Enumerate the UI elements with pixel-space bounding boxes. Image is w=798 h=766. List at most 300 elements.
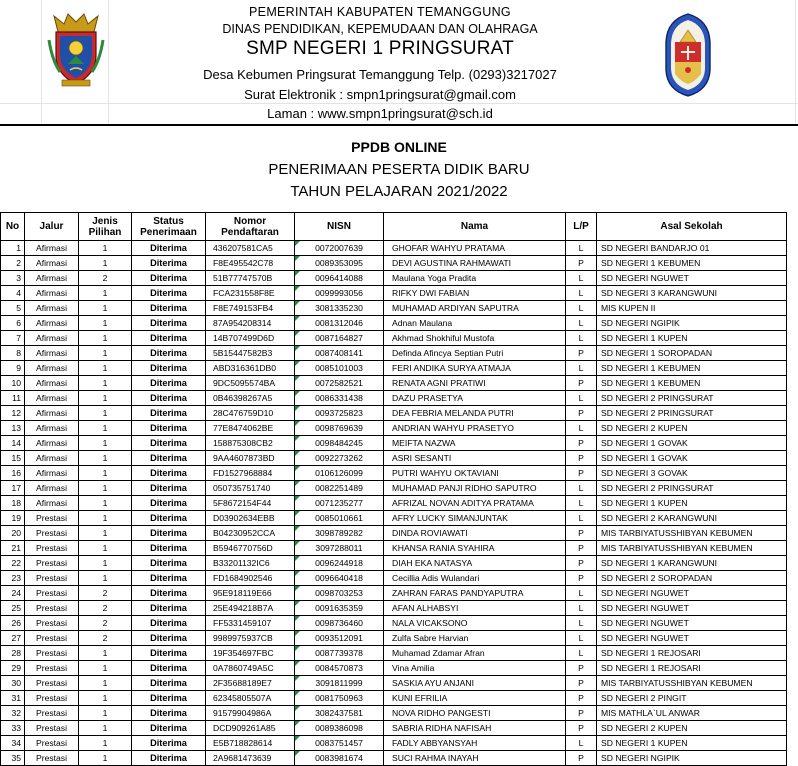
jalur-cell-text: Prestasi [35, 633, 68, 643]
nisn-cell [295, 286, 384, 301]
jenis-pilihan-cell [79, 616, 132, 631]
jalur-cell-text: Prestasi [35, 513, 68, 523]
status-cell-text: Diterima [150, 648, 187, 658]
jenis-pilihan-cell-text: 1 [102, 318, 108, 328]
asal-sekolah-cell-text: MIS MATHLA`UL ANWAR [601, 708, 700, 718]
document-title: PPDB ONLINE [351, 139, 447, 155]
lp-cell-text: P [578, 663, 584, 673]
table-row [1, 361, 787, 376]
jenis-pilihan-cell-text: 1 [102, 408, 108, 418]
nisn-cell-text: 0087164827 [315, 333, 363, 343]
jalur-cell-text: Prestasi [35, 648, 68, 658]
status-cell [132, 736, 206, 751]
row-number [1, 526, 25, 541]
lp-cell [566, 676, 597, 691]
nisn-cell [295, 271, 384, 286]
text-number-marker-icon [295, 601, 300, 606]
text-number-marker-icon [295, 406, 300, 411]
nisn-cell [295, 256, 384, 271]
nama-cell [384, 391, 566, 406]
status-cell-text: Diterima [150, 543, 187, 553]
table-row [1, 661, 787, 676]
nomor-pendaftaran-cell-text: 87A954208314 [213, 318, 272, 328]
status-cell [132, 361, 206, 376]
row-number [1, 721, 25, 736]
status-cell [132, 541, 206, 556]
nama-cell [384, 361, 566, 376]
nisn-cell-text: 0098769639 [315, 423, 363, 433]
jenis-pilihan-cell [79, 301, 132, 316]
jenis-pilihan-cell-text: 1 [102, 498, 108, 508]
text-number-marker-icon [295, 646, 300, 651]
asal-sekolah-cell-text: SD NEGERI 1 KUPEN [601, 498, 688, 508]
jalur-cell [25, 286, 79, 301]
jenis-pilihan-cell-text: 1 [102, 723, 108, 733]
lp-cell-text: P [578, 678, 584, 688]
jalur-cell-text: Afirmasi [35, 303, 68, 313]
asal-sekolah-cell-text: SD NEGERI 1 KEBUMEN [601, 258, 701, 268]
jalur-cell [25, 436, 79, 451]
nama-cell-text: Zulfa Sabre Harvian [392, 633, 469, 643]
nisn-cell [295, 301, 384, 316]
text-number-marker-icon [295, 241, 300, 246]
table-row [1, 526, 787, 541]
row-number-text: 33 [11, 723, 21, 733]
status-cell-text: Diterima [150, 273, 187, 283]
nomor-pendaftaran-cell-text: B33201132IC6 [213, 558, 270, 568]
lp-cell-text: L [578, 423, 584, 433]
header-jenis-pilihan: Jenis Pilihan [79, 213, 132, 241]
academic-year: TAHUN PELAJARAN 2021/2022 [290, 183, 508, 200]
status-cell [132, 571, 206, 586]
lp-cell [566, 541, 597, 556]
nama-cell [384, 526, 566, 541]
table-row [1, 316, 787, 331]
nama-cell [384, 736, 566, 751]
row-number-text: 18 [11, 498, 21, 508]
jalur-cell-text: Prestasi [35, 543, 68, 553]
row-number-text: 34 [11, 738, 21, 748]
nisn-cell-text: 0081312046 [315, 318, 363, 328]
nomor-pendaftaran-cell-text: 158875308CB2 [213, 438, 273, 448]
status-cell-text: Diterima [150, 633, 187, 643]
jenis-pilihan-cell-text: 1 [102, 423, 108, 433]
text-number-marker-icon [295, 496, 300, 501]
row-number-text: 9 [16, 363, 21, 373]
row-number-text: 7 [16, 333, 21, 343]
nomor-pendaftaran-cell [206, 301, 295, 316]
jalur-cell [25, 256, 79, 271]
status-cell [132, 301, 206, 316]
nama-cell [384, 586, 566, 601]
asal-sekolah-cell [597, 571, 787, 586]
jalur-cell [25, 661, 79, 676]
row-number [1, 346, 25, 361]
jalur-cell [25, 391, 79, 406]
jenis-pilihan-cell [79, 241, 132, 256]
asal-sekolah-cell-text: SD NEGERI NGIPIK [601, 318, 680, 328]
nisn-cell-text: 0081750963 [315, 693, 363, 703]
lp-cell [566, 511, 597, 526]
asal-sekolah-cell [597, 691, 787, 706]
status-cell-text: Diterima [150, 303, 187, 313]
nisn-cell-text: 0106126099 [315, 468, 363, 478]
row-number-text: 28 [11, 648, 21, 658]
lp-cell-text: L [578, 738, 584, 748]
row-number [1, 361, 25, 376]
nama-cell [384, 436, 566, 451]
row-number-text: 3 [16, 273, 21, 283]
jenis-pilihan-cell-text: 1 [102, 333, 108, 343]
status-cell [132, 481, 206, 496]
text-number-marker-icon [295, 271, 300, 276]
nisn-cell-text: 0098736460 [315, 618, 363, 628]
jenis-pilihan-cell [79, 451, 132, 466]
status-cell [132, 466, 206, 481]
nomor-pendaftaran-cell [206, 736, 295, 751]
nomor-pendaftaran-cell [206, 331, 295, 346]
table-body [1, 241, 787, 766]
jenis-pilihan-cell-text: 2 [102, 603, 108, 613]
nomor-pendaftaran-cell-text: 5B15447582B3 [213, 348, 273, 358]
jalur-cell [25, 466, 79, 481]
row-number [1, 586, 25, 601]
lp-cell-text: L [578, 618, 584, 628]
jenis-pilihan-cell-text: 1 [102, 378, 108, 388]
header-jalur: Jalur [25, 213, 79, 241]
table-row [1, 646, 787, 661]
jalur-cell-text: Afirmasi [35, 408, 68, 418]
row-number [1, 331, 25, 346]
nisn-cell-text: 0096640418 [315, 573, 363, 583]
row-number [1, 481, 25, 496]
lp-cell [566, 271, 597, 286]
jenis-pilihan-cell [79, 436, 132, 451]
asal-sekolah-cell-text: SD NEGERI 3 KARANGWUNI [601, 288, 718, 298]
asal-sekolah-cell [597, 256, 787, 271]
nama-cell [384, 466, 566, 481]
nomor-pendaftaran-cell-text: DCD909261A85 [213, 723, 276, 733]
jalur-cell-text: Prestasi [35, 753, 68, 763]
text-number-marker-icon [295, 541, 300, 546]
asal-sekolah-cell [597, 556, 787, 571]
text-number-marker-icon [295, 316, 300, 321]
nama-cell [384, 661, 566, 676]
nama-cell-text: SUCI RAHMA INAYAH [392, 753, 479, 763]
jenis-pilihan-cell [79, 706, 132, 721]
lp-cell [566, 376, 597, 391]
asal-sekolah-cell-text: SD NEGERI 2 KARANGWUNI [601, 513, 718, 523]
jenis-pilihan-cell [79, 631, 132, 646]
nama-cell-text: Maulana Yoga Pradita [392, 273, 477, 283]
jenis-pilihan-cell [79, 406, 132, 421]
asal-sekolah-cell-text: SD NEGERI 1 KUPEN [601, 333, 688, 343]
jalur-cell [25, 571, 79, 586]
lp-cell-text: L [578, 498, 584, 508]
status-cell-text: Diterima [150, 693, 187, 703]
jenis-pilihan-cell [79, 586, 132, 601]
nisn-cell [295, 496, 384, 511]
row-number-text: 27 [11, 633, 21, 643]
lp-cell [566, 346, 597, 361]
row-number-text: 1 [16, 243, 21, 253]
lp-cell-text: P [578, 453, 584, 463]
row-number [1, 676, 25, 691]
header-asal-sekolah: Asal Sekolah [597, 213, 787, 241]
table-row [1, 466, 787, 481]
asal-sekolah-cell [597, 241, 787, 256]
lp-cell-text: P [578, 408, 584, 418]
row-number [1, 646, 25, 661]
row-number-text: 20 [11, 528, 21, 538]
table-header-row [1, 213, 787, 241]
status-cell [132, 286, 206, 301]
nisn-cell [295, 691, 384, 706]
asal-sekolah-cell-text: SD NEGERI NGUWET [601, 618, 689, 628]
text-number-marker-icon [295, 616, 300, 621]
lp-cell [566, 406, 597, 421]
nama-cell-text: AFRY LUCKY SIMANJUNTAK [392, 513, 508, 523]
nomor-pendaftaran-cell-text: B04230952CCA [213, 528, 276, 538]
nomor-pendaftaran-cell [206, 391, 295, 406]
lp-cell-text: L [578, 603, 584, 613]
table-row [1, 676, 787, 691]
row-number-text: 13 [11, 423, 21, 433]
lp-cell [566, 466, 597, 481]
nisn-cell-text: 3081335230 [315, 303, 363, 313]
lp-cell [566, 496, 597, 511]
table-row [1, 571, 787, 586]
grid-line [0, 103, 798, 104]
status-cell-text: Diterima [150, 333, 187, 343]
status-cell [132, 751, 206, 766]
nisn-cell-text: 0098484245 [315, 438, 363, 448]
nisn-cell [295, 586, 384, 601]
status-cell-text: Diterima [150, 723, 187, 733]
asal-sekolah-cell [597, 451, 787, 466]
jenis-pilihan-cell [79, 676, 132, 691]
jenis-pilihan-cell [79, 496, 132, 511]
nomor-pendaftaran-cell-text: D03902634EBB [213, 513, 275, 523]
nama-cell-text: Muhamad Zdamar Afran [392, 648, 485, 658]
nisn-cell-text: 0093725823 [315, 408, 363, 418]
asal-sekolah-cell-text: SD NEGERI 1 KARANGWUNI [601, 558, 718, 568]
text-number-marker-icon [295, 331, 300, 336]
lp-cell [566, 601, 597, 616]
lp-cell [566, 556, 597, 571]
lp-cell [566, 631, 597, 646]
lp-cell [566, 586, 597, 601]
status-cell-text: Diterima [150, 573, 187, 583]
row-number-text: 32 [11, 708, 21, 718]
jalur-cell [25, 706, 79, 721]
nisn-cell [295, 316, 384, 331]
text-number-marker-icon [295, 511, 300, 516]
jenis-pilihan-cell-text: 1 [102, 483, 108, 493]
table-row [1, 436, 787, 451]
table-row [1, 751, 787, 766]
lp-cell-text: L [578, 303, 584, 313]
row-number [1, 736, 25, 751]
nisn-cell [295, 331, 384, 346]
nomor-pendaftaran-cell [206, 376, 295, 391]
asal-sekolah-cell [597, 421, 787, 436]
lp-cell [566, 256, 597, 271]
nisn-cell-text: 3082437581 [315, 708, 363, 718]
nama-cell-text: DEVI AGUSTINA RAHMAWATI [392, 258, 512, 268]
jalur-cell [25, 451, 79, 466]
nomor-pendaftaran-cell-text: 19F354697FBC [213, 648, 274, 658]
lp-cell-text: L [578, 243, 584, 253]
asal-sekolah-cell-text: MIS TARBIYATUSSHIBYAN KEBUMEN [601, 528, 753, 538]
jenis-pilihan-cell-text: 1 [102, 288, 108, 298]
nama-cell-text: GHOFAR WAHYU PRATAMA [392, 243, 505, 253]
row-number [1, 376, 25, 391]
jenis-pilihan-cell [79, 751, 132, 766]
asal-sekolah-cell [597, 316, 787, 331]
status-cell-text: Diterima [150, 408, 187, 418]
row-number-text: 30 [11, 678, 21, 688]
text-number-marker-icon [295, 286, 300, 291]
lp-cell-text: L [578, 273, 584, 283]
nama-cell-text: AFAN ALHABSYI [392, 603, 459, 613]
lp-cell [566, 571, 597, 586]
row-number [1, 466, 25, 481]
status-cell-text: Diterima [150, 708, 187, 718]
status-cell [132, 661, 206, 676]
status-cell-text: Diterima [150, 318, 187, 328]
table-row [1, 346, 787, 361]
jalur-cell-text: Afirmasi [35, 288, 68, 298]
row-number [1, 436, 25, 451]
nomor-pendaftaran-cell-text: 9DC5095574BA [213, 378, 276, 388]
nama-cell-text: ZAHRAN FARAS PANDYAPUTRA [392, 588, 524, 598]
lp-cell-text: P [578, 573, 584, 583]
nisn-cell [295, 526, 384, 541]
asal-sekolah-cell [597, 331, 787, 346]
jenis-pilihan-cell-text: 1 [102, 528, 108, 538]
asal-sekolah-cell-text: MIS TARBIYATUSSHIBYAN KEBUMEN [601, 678, 753, 688]
status-cell-text: Diterima [150, 423, 187, 433]
row-number-text: 26 [11, 618, 21, 628]
nama-cell [384, 256, 566, 271]
asal-sekolah-cell [597, 736, 787, 751]
text-number-marker-icon [295, 301, 300, 306]
lp-cell-text: L [578, 648, 584, 658]
jalur-cell [25, 526, 79, 541]
nisn-cell-text: 0082251489 [315, 483, 363, 493]
status-cell-text: Diterima [150, 288, 187, 298]
asal-sekolah-cell-text: SD NEGERI 2 SOROPADAN [601, 573, 713, 583]
nama-cell-text: RENATA AGNI PRATIWI [392, 378, 486, 388]
text-number-marker-icon [295, 376, 300, 381]
table-row [1, 631, 787, 646]
jenis-pilihan-cell [79, 646, 132, 661]
nama-cell [384, 301, 566, 316]
jalur-cell [25, 676, 79, 691]
nama-cell [384, 511, 566, 526]
nisn-cell [295, 451, 384, 466]
header-status-penerimaan: Status Penerimaan [132, 213, 206, 241]
nama-cell [384, 376, 566, 391]
jenis-pilihan-cell [79, 511, 132, 526]
nomor-pendaftaran-cell [206, 421, 295, 436]
asal-sekolah-cell [597, 481, 787, 496]
jenis-pilihan-cell [79, 316, 132, 331]
table-row [1, 256, 787, 271]
nomor-pendaftaran-cell [206, 706, 295, 721]
text-number-marker-icon [295, 571, 300, 576]
row-number-text: 35 [11, 753, 21, 763]
status-cell [132, 436, 206, 451]
row-number [1, 406, 25, 421]
asal-sekolah-cell-text: SD NEGERI 1 KEBUMEN [601, 363, 701, 373]
nama-cell-text: FERI ANDIKA SURYA ATMAJA [392, 363, 511, 373]
row-number-text: 14 [11, 438, 21, 448]
asal-sekolah-cell-text: SD NEGERI NGUWET [601, 633, 689, 643]
lp-cell-text: L [578, 333, 584, 343]
nama-cell-text: SASKIA AYU ANJANI [392, 678, 474, 688]
nama-cell [384, 481, 566, 496]
nomor-pendaftaran-cell-text: 9989975937CB [213, 633, 273, 643]
nama-cell [384, 541, 566, 556]
asal-sekolah-cell-text: SD NEGERI 1 KEBUMEN [601, 378, 701, 388]
nama-cell [384, 751, 566, 766]
nomor-pendaftaran-cell-text: 25E494218B7A [213, 603, 274, 613]
nisn-cell-text: 0085010661 [315, 513, 363, 523]
nisn-cell-text: 0096244918 [315, 558, 363, 568]
status-cell [132, 346, 206, 361]
nomor-pendaftaran-cell [206, 496, 295, 511]
jalur-cell-text: Prestasi [35, 663, 68, 673]
row-number [1, 571, 25, 586]
lp-cell-text: P [578, 723, 584, 733]
nisn-cell-text: 0099993056 [315, 288, 363, 298]
asal-sekolah-cell [597, 376, 787, 391]
nisn-cell [295, 421, 384, 436]
lp-cell-text: L [578, 513, 584, 523]
nisn-cell [295, 511, 384, 526]
jalur-cell-text: Afirmasi [35, 468, 68, 478]
table-row [1, 241, 787, 256]
table-row [1, 706, 787, 721]
status-cell-text: Diterima [150, 348, 187, 358]
document-subtitle: PENERIMAAN PESERTA DIDIK BARU [268, 161, 530, 178]
asal-sekolah-cell [597, 466, 787, 481]
row-number-text: 15 [11, 453, 21, 463]
text-number-marker-icon [295, 466, 300, 471]
nama-cell-text: SABRIA RIDHA NAFISAH [392, 723, 492, 733]
nisn-cell [295, 751, 384, 766]
row-number [1, 451, 25, 466]
status-cell-text: Diterima [150, 663, 187, 673]
text-number-marker-icon [295, 256, 300, 261]
nomor-pendaftaran-cell-text: 2F35688189E7 [213, 678, 272, 688]
status-cell-text: Diterima [150, 243, 187, 253]
status-cell [132, 706, 206, 721]
lp-cell-text: P [578, 708, 584, 718]
text-number-marker-icon [295, 721, 300, 726]
nisn-cell-text: 0089386098 [315, 723, 363, 733]
text-number-marker-icon [295, 391, 300, 396]
nomor-pendaftaran-cell [206, 751, 295, 766]
jalur-cell-text: Afirmasi [35, 378, 68, 388]
lp-cell [566, 451, 597, 466]
nomor-pendaftaran-cell [206, 571, 295, 586]
nomor-pendaftaran-cell [206, 256, 295, 271]
table-row [1, 421, 787, 436]
asal-sekolah-cell [597, 496, 787, 511]
